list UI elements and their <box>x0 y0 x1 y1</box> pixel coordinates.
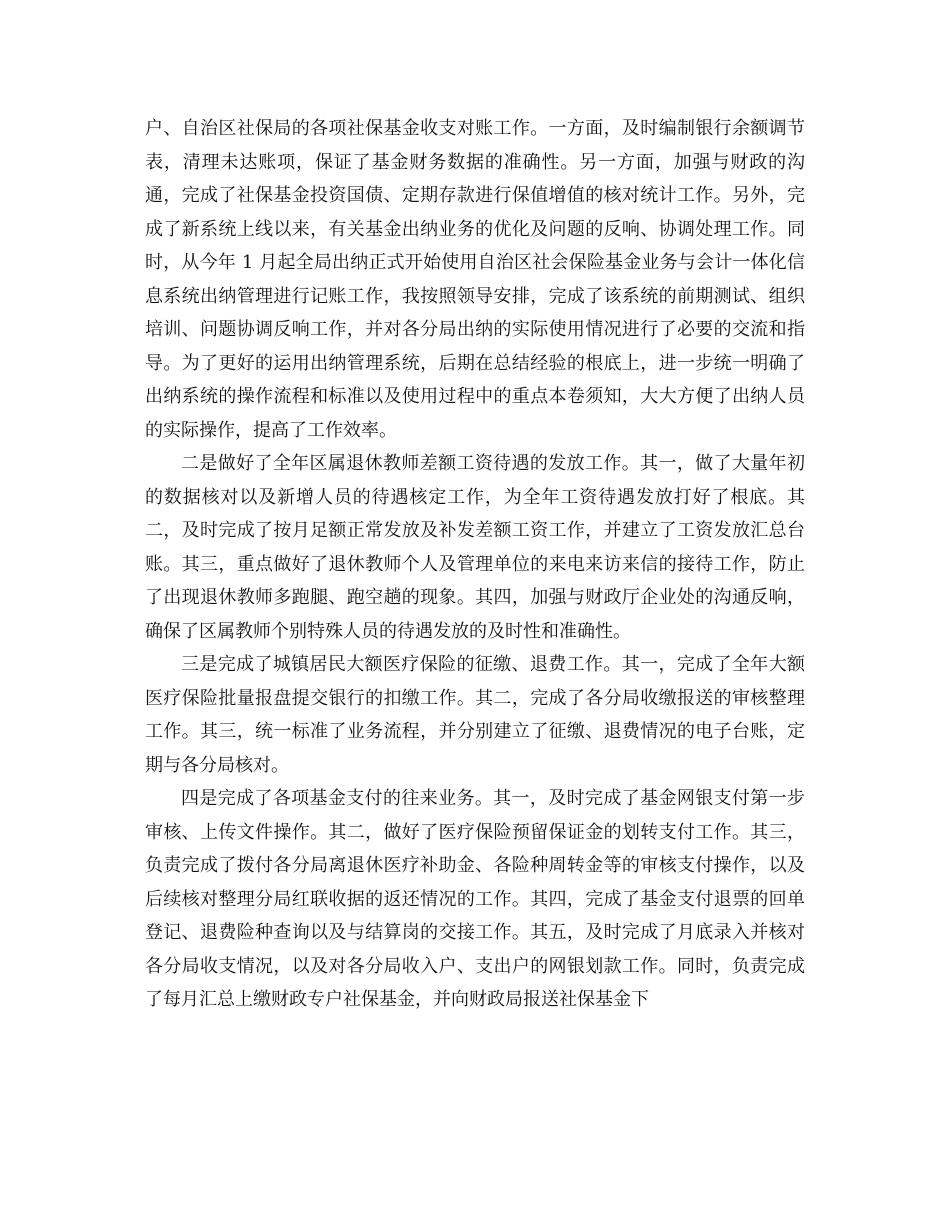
paragraph-2: 二是做好了全年区属退休教师差额工资待遇的发放工作。其一，做了大量年初的数据核对以及新增人员的待遇核定工作，为全年工资待遇发放打好了根底。其二，及时完成了按月足额正常发放及补发差额工资工作，并建立了工资发放汇总台账。其三，重点做好了退休教师个人及管理单位的来电来访来信的接待工作，防止了出现退休教师多跑腿、跑空趟的现象。其四，加强与财政厅企业处的沟通反响，确保了区属教师个别特殊人员的待遇发放的及时性和准确性。 <box>145 453 805 642</box>
paragraph-4: 四是完成了各项基金支付的往来业务。其一，及时完成了基金网银支付第一步审核、上传文件操作。其二，做好了医疗保险预留保证金的划转支付工作。其三，负责完成了拨付各分局离退休医疗补助金、各险种周转金等的审核支付操作，以及后续核对整理分局红联收据的返还情况的工作。其四，完成了基金支付退票的回单登记、退费险种查询以及与结算岗的交接工作。其五，及时完成了月底录入并核对各分局收支情况，以及对各分局收入户、支出户的网银划款工作。同时，负责完成了每月汇总上缴财政专户社保基金，并向财政局报送社保基金下 <box>145 788 805 1010</box>
paragraph-1: 户、自治区社保局的各项社保基金收支对账工作。一方面，及时编制银行余额调节表，清理未达账项，保证了基金财务数据的准确性。另一方面，加强与财政的沟通，完成了社保基金投资国债、定期存款进行保值增值的核对统计工作。另外，完成了新系统上线以来，有关基金出纳业务的优化及问题的反响、协调处理工作。同时，从今年 1 月起全局出纳正式开始使用自治区社会保险基金业务与会计一体化信息系统出纳管理进行记账工作，我按照领导安排，完成了该系统的前期测试、组织培训、问题协调反响工作，并对各分局出纳的实际使用情况进行了必要的交流和指导。为了更好的运用出纳管理系统，后期在总结经验的根底上，进一步统一明确了出纳系统的操作流程和标准以及使用过程中的重点本卷须知，大大方便了出纳人员的实际操作，提高了工作效率。 <box>145 118 805 441</box>
document-body <box>145 112 805 1017</box>
paragraph-3: 三是完成了城镇居民大额医疗保险的征缴、退费工作。其一，完成了全年大额医疗保险批量报盘提交银行的扣缴工作。其二，完成了各分局收缴报送的审核整理工作。其三，统一标准了业务流程，并分别建立了征缴、退费情况的电子台账，定期与各分局核对。 <box>145 654 805 776</box>
